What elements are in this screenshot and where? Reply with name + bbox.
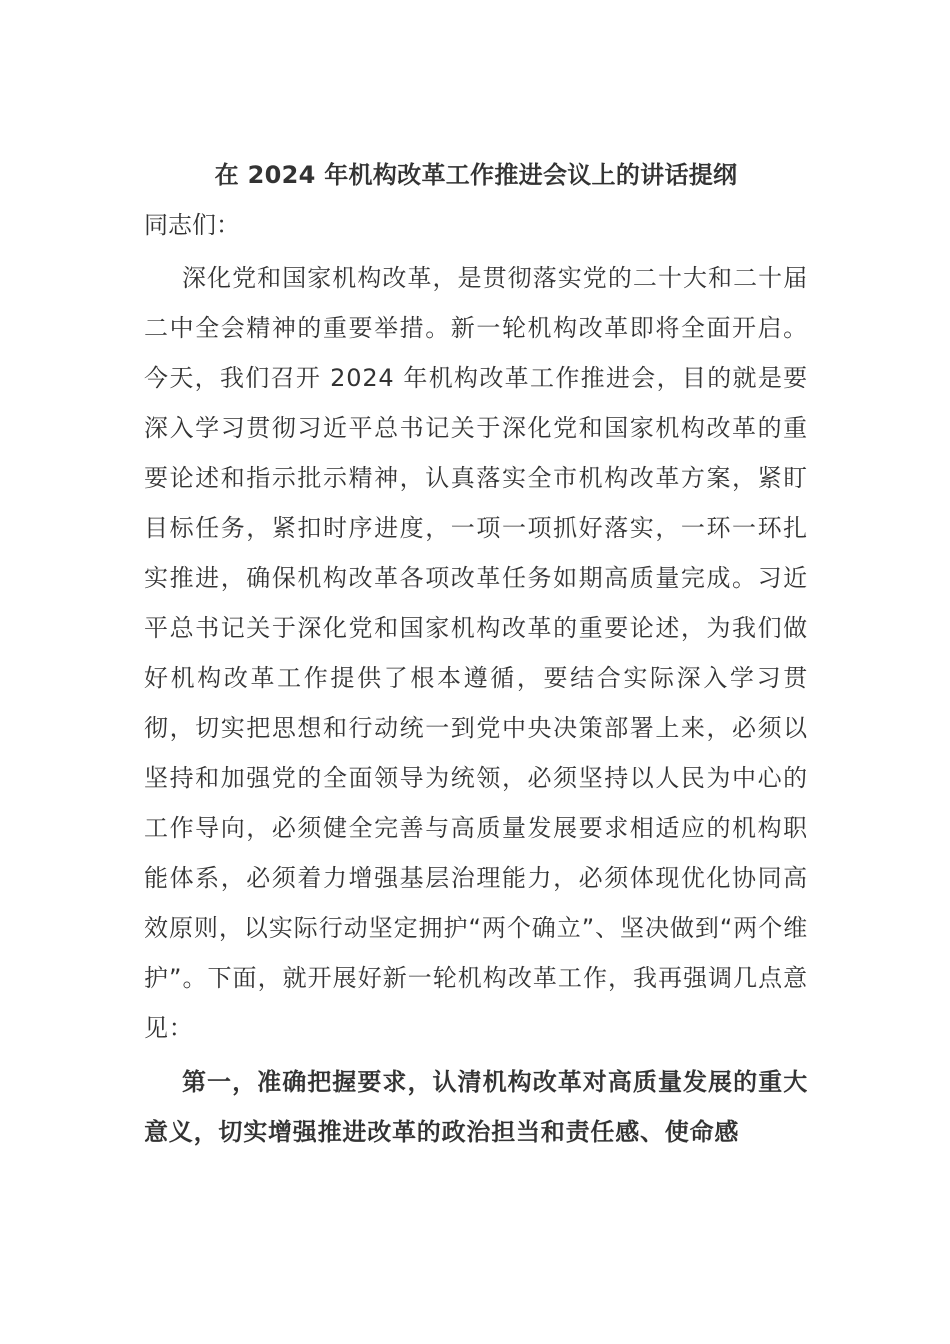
document-body xyxy=(144,153,808,1157)
paragraph-intro: 深化党和国家机构改革，是贯彻落实党的二十大和二十届二中全会精神的重要举措。新一轮机构改革即将全面开启。今天，我们召开 2024 年机构改革工作推进会，目的就是要深入学习贯彻习近平总书记关于深化党和国家机构改革的重要论述和指示批示精神，认真落实全市机构改革方案，紧盯目标任务，紧扣时序进度，一项一项抓好落实，一环一环扎实推进，确保机构改革各项改革任务如期高质量完成。习近平总书记关于深化党和国家机构改革的重要论述，为我们做好机构改革工作提供了根本遵循，要结合实际深入学习贯彻，切实把思想和行动统一到党中央决策部署上来，必须以坚持和加强党的全面领导为统领，必须坚持以人民为中心的工作导向，必须健全完善与高质量发展要求相适应的机构职能体系，必须着力增强基层治理能力，必须体现优化协同高效原则，以实际行动坚定拥护“两个确立”、坚决做到“两个维护”。下面，就开展好新一轮机构改革工作，我再强调几点意见： xyxy=(144,264,808,1042)
salutation: 同志们： xyxy=(144,211,240,239)
paragraph-section-heading-1: 第一，准确把握要求，认清机构改革对高质量发展的重大意义，切实增强推进改革的政治担当和责任感、使命感 xyxy=(144,1068,808,1146)
document-title: 在 2024 年机构改革工作推进会议上的讲话提纲 xyxy=(214,161,738,189)
